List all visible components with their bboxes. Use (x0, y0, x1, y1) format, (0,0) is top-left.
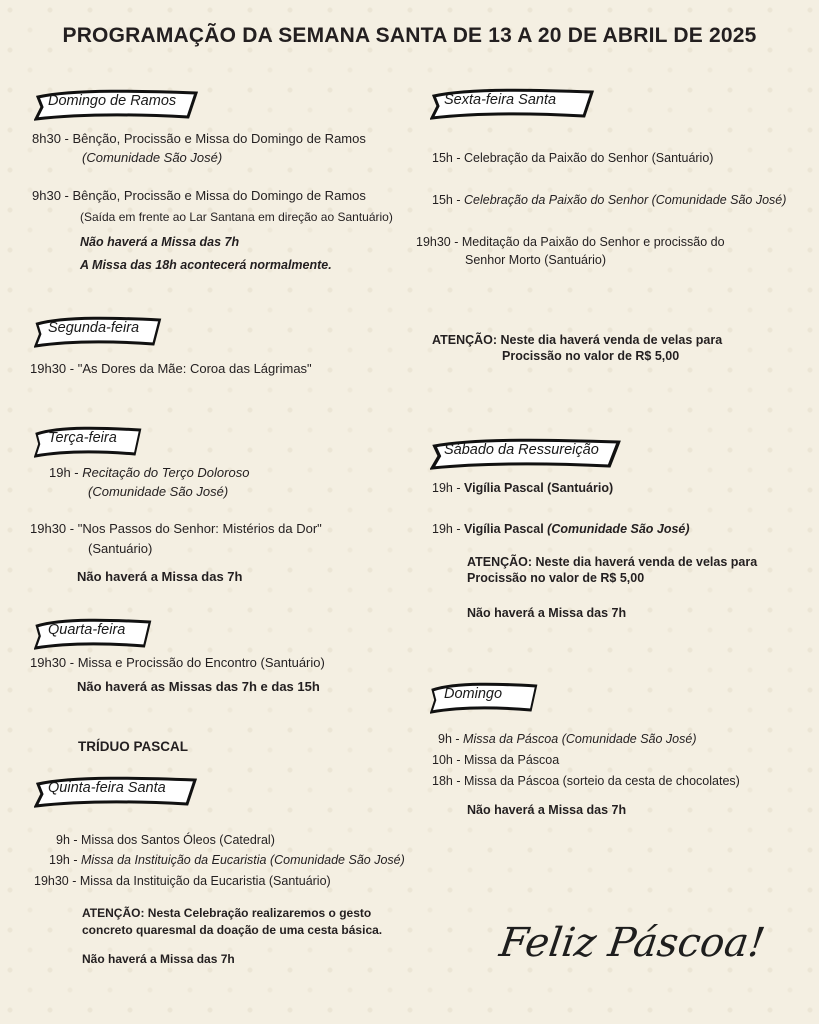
schedule-line (432, 480, 613, 496)
section-ribbon-sabado (430, 436, 622, 470)
schedule-line (432, 752, 559, 768)
section-ribbon-quinta (34, 774, 198, 808)
notice: Procissão no valor de R$ 5,00 (467, 571, 645, 585)
section-ribbon-domingo-ramos (34, 87, 199, 121)
notice: Não haverá a Missa das 7h (467, 606, 627, 620)
event-text: Meditação da Paixão do Senhor e procissão do (461, 235, 725, 249)
notice: Não haverá a Missa das 7h (77, 569, 243, 584)
schedule-line (438, 731, 697, 747)
event-text: Celebração da Paixão do Senhor (Santuário) (463, 151, 714, 165)
schedule-line (32, 131, 366, 147)
time-label: 19h - (49, 465, 79, 480)
notice: Procissão no valor de R$ 5,00 (502, 349, 680, 363)
notice: concreto quaresmal da doação de uma cesta básica. (82, 923, 383, 937)
notice: A Missa das 18h acontecerá normalmente. (80, 258, 332, 272)
section-ribbon-sexta (430, 86, 595, 120)
time-label: 8h30 - (32, 131, 69, 146)
schedule-line (432, 192, 786, 208)
notice: Não haverá a Missa das 7h (82, 952, 235, 966)
page-title: PROGRAMAÇÃO DA SEMANA SANTA DE 13 A 20 DE ABRIL DE 2025 (62, 24, 757, 47)
time-label: 18h - (432, 774, 461, 788)
section-label: Sábado da Ressureição (444, 442, 599, 458)
section-label: Segunda-feira (48, 320, 140, 336)
event-text: Missa da Páscoa (463, 753, 560, 767)
notice: ATENÇÃO: Nesta Celebração realizaremos o gesto (82, 906, 372, 920)
time-label: 9h - (56, 833, 78, 847)
schedule-line (34, 873, 331, 889)
closing-greeting: Feliz Páscoa! (496, 920, 768, 966)
notice: ATENÇÃO: Neste dia haverá venda de velas para (432, 333, 723, 347)
event-sub: (Comunidade São José) (547, 522, 690, 536)
notice: Não haverá a Missa das 7h (467, 803, 627, 817)
schedule-line (32, 188, 366, 204)
notice: Não haverá as Missas das 7h e das 15h (77, 679, 320, 694)
event-text: Celebração da Paixão do Senhor (Comunidade São José) (463, 193, 787, 207)
event-text: Missa da Páscoa (sorteio da cesta de chocolates) (463, 774, 740, 788)
notice: Não haverá a Missa das 7h (80, 235, 240, 249)
event-text: Missa dos Santos Óleos (Catedral) (81, 833, 275, 847)
section-ribbon-domingo (430, 680, 538, 714)
time-label: 19h - (432, 481, 461, 495)
section-label: Domingo de Ramos (48, 93, 177, 109)
time-label: 9h30 - (32, 188, 69, 203)
section-ribbon-segunda (34, 314, 162, 348)
event-text: Missa da Instituição da Eucaristia (Santuário) (79, 874, 331, 888)
time-label: 19h - (432, 522, 461, 536)
time-label: 19h30 - (30, 361, 75, 376)
triduo-heading: TRÍDUO PASCAL (78, 739, 188, 754)
time-label: 9h - (438, 732, 460, 746)
time-label: 19h30 - (30, 655, 75, 670)
time-label: 10h - (432, 753, 461, 767)
event-text: "As Dores da Mãe: Coroa das Lágrimas" (77, 361, 312, 376)
schedule-line (432, 150, 713, 166)
notice: ATENÇÃO: Neste dia haverá venda de velas para (467, 555, 758, 569)
event-sub: (Comunidade São José) (88, 484, 229, 499)
schedule-line (49, 852, 405, 868)
section-ribbon-quarta (34, 616, 152, 650)
section-label: Terça-feira (48, 430, 117, 446)
event-text: Missa da Páscoa (Comunidade São José) (463, 732, 697, 746)
schedule-line (416, 234, 725, 250)
event-text: Vigília Pascal (Santuário) (463, 481, 614, 495)
section-label: Domingo (444, 686, 503, 702)
event-text: Missa da Instituição da Eucaristia (Comunidade São José) (80, 853, 405, 867)
section-label: Quarta-feira (48, 622, 126, 638)
schedule-line (30, 361, 312, 377)
event-text: Vigília Pascal (463, 522, 544, 536)
schedule-line (56, 832, 275, 848)
schedule-line (432, 521, 690, 537)
event-text: "Nos Passos do Senhor: Mistérios da Dor" (77, 521, 322, 536)
event-sub: Senhor Morto (Santuário) (465, 253, 607, 267)
schedule-line (432, 773, 740, 789)
time-label: 19h30 - (30, 521, 75, 536)
schedule-line (49, 465, 249, 481)
time-label: 15h - (432, 193, 461, 207)
time-label: 15h - (432, 151, 461, 165)
event-sub: (Santuário) (88, 541, 153, 556)
section-label: Sexta-feira Santa (444, 92, 557, 108)
event-text: Bênção, Procissão e Missa do Domingo de Ramos (72, 131, 366, 146)
section-label: Quinta-feira Santa (48, 780, 166, 796)
section-ribbon-terca (34, 424, 142, 458)
event-sub: (Comunidade São José) (82, 150, 223, 165)
event-text: Missa e Procissão do Encontro (Santuário) (77, 655, 325, 670)
time-label: 19h30 - (34, 874, 77, 888)
event-sub: (Saída em frente ao Lar Santana em direção ao Santuário) (80, 210, 393, 224)
time-label: 19h30 - (416, 235, 459, 249)
time-label: 19h - (49, 853, 78, 867)
schedule-line (30, 521, 322, 537)
schedule-line (30, 655, 325, 671)
event-text: Recitação do Terço Doloroso (82, 465, 250, 480)
event-text: Bênção, Procissão e Missa do Domingo de Ramos (72, 188, 366, 203)
